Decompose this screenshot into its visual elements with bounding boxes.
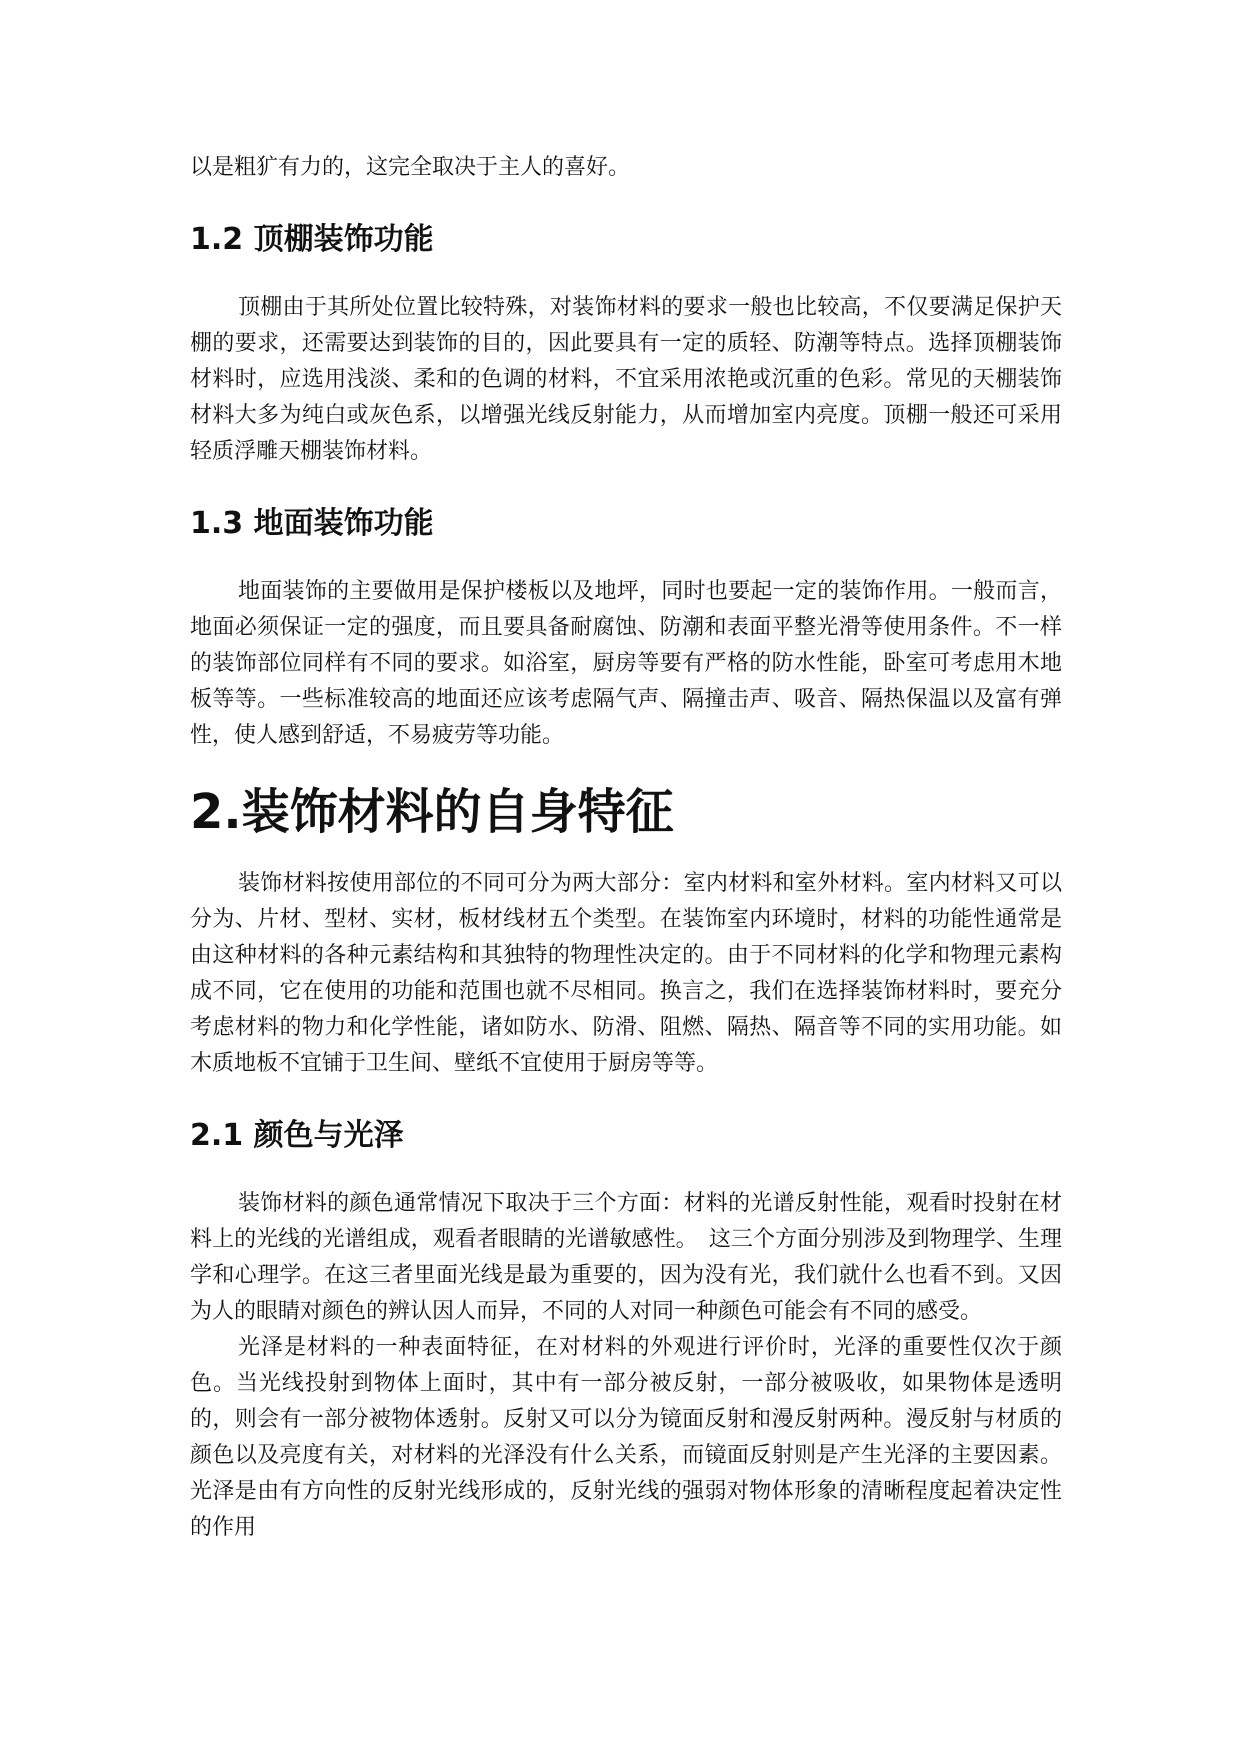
intro-tail-paragraph: 以是粗犷有力的，这完全取决于主人的喜好。: [190, 155, 631, 180]
section-2-1-paragraph-2: 光泽是材料的一种表面特征，在对材料的外观进行评价时，光泽的重要性仅次于颜色。当光线投射到物体上面时，其中有一部分被反射，一部分被吸收，如果物体是透明的，则会有一部分被物体透射。反射又可以分为镜面反射和漫反射两种。漫反射与材质的颜色以及亮度有关，对材料的光泽没有什么关系，而镜面反射则是产生光泽的主要因素。光泽是由有方向性的反射光线形成的，反射光线的强弱对物体形象的清晰程度起着决定性的作用: [190, 1335, 1062, 1540]
section-1-3-heading: 1.3 地面装饰功能: [190, 506, 434, 541]
section-1-3-paragraph: 地面装饰的主要做用是保护楼板以及地坪，同时也要起一定的装饰作用。一般而言，地面必须保证一定的强度，而且要具备耐腐蚀、防潮和表面平整光滑等使用条件。不一样的装饰部位同样有不同的要求。如浴室，厨房等要有严格的防水性能，卧室可考虑用木地板等等。一些标准较高的地面还应该考虑隔气声、隔撞击声、吸音、隔热保温以及富有弹性，使人感到舒适，不易疲劳等功能。: [190, 579, 1062, 748]
section-2-heading: 2.装饰材料的自身特征: [190, 784, 674, 840]
section-1-2-heading: 1.2 顶棚装饰功能: [190, 222, 434, 257]
section-2-1-heading: 2.1 颜色与光泽: [190, 1118, 404, 1153]
document-body: [190, 150, 1062, 1546]
section-1-2-paragraph: 顶棚由于其所处位置比较特殊，对装饰材料的要求一般也比较高，不仅要满足保护天棚的要求，还需要达到装饰的目的，因此要具有一定的质轻、防潮等特点。选择顶棚装饰材料时，应选用浅淡、柔和的色调的材料，不宜采用浓艳或沉重的色彩。常见的天棚装饰材料大多为纯白或灰色系，以增强光线反射能力，从而增加室内亮度。顶棚一般还可采用轻质浮雕天棚装饰材料。: [190, 295, 1062, 464]
section-2-paragraph: 装饰材料按使用部位的不同可分为两大部分：室内材料和室外材料。室内材料又可以分为、片材、型材、实材，板材线材五个类型。在装饰室内环境时，材料的功能性通常是由这种材料的各种元素结构和其独特的物理性决定的。由于不同材料的化学和物理元素构成不同，它在使用的功能和范围也就不尽相同。换言之，我们在选择装饰材料时，要充分考虑材料的物力和化学性能，诸如防水、防滑、阻燃、隔热、隔音等不同的实用功能。如木质地板不宜铺于卫生间、壁纸不宜使用于厨房等等。: [190, 871, 1062, 1076]
section-2-1-paragraph-1: 装饰材料的颜色通常情况下取决于三个方面：材料的光谱反射性能，观看时投射在材料上的光线的光谱组成，观看者眼睛的光谱敏感性。 这三个方面分别涉及到物理学、生理学和心理学。在这三者里面光线是最为重要的，因为没有光，我们就什么也看不到。又因为人的眼睛对颜色的辨认因人而异，不同的人对同一种颜色可能会有不同的感受。: [190, 1191, 1062, 1324]
